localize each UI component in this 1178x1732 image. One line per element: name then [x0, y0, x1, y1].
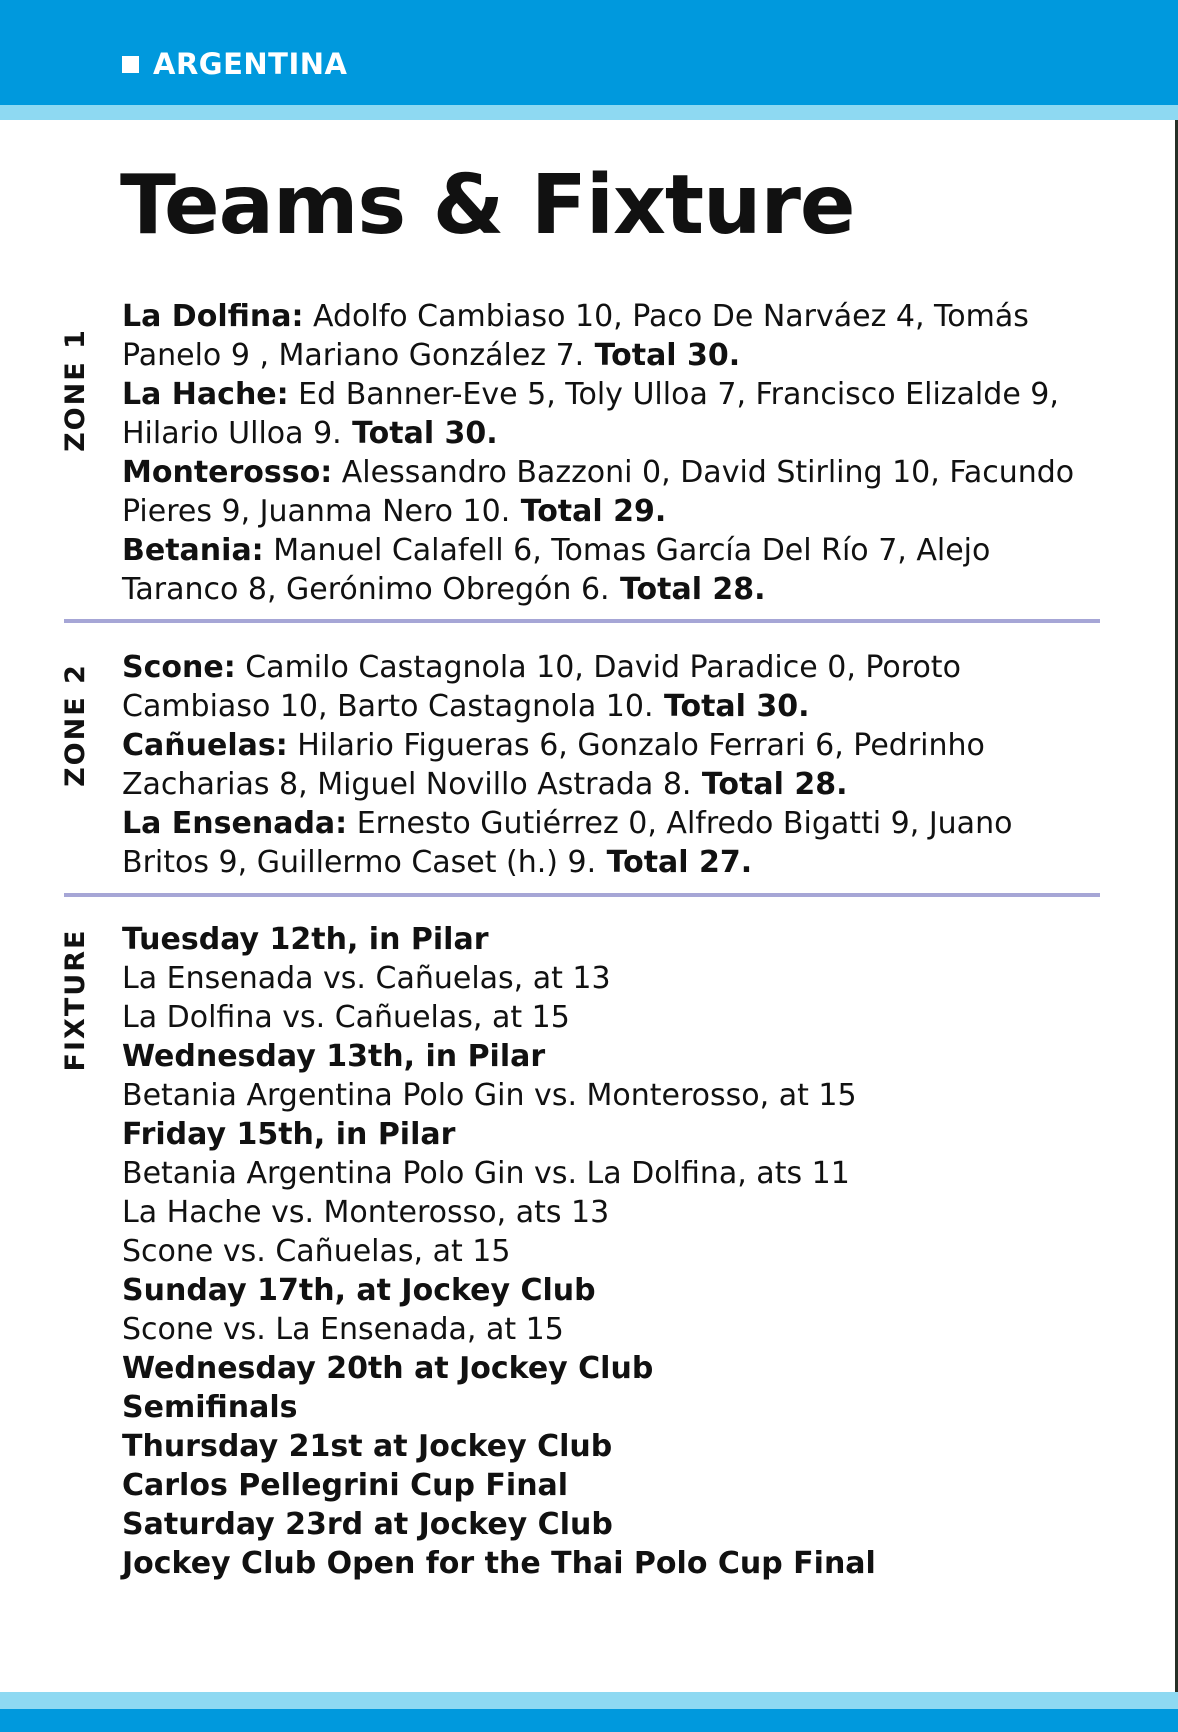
team-total: Total 30.: [341, 416, 498, 451]
team-entry: [122, 531, 1092, 609]
team-name: La Dolfina:: [122, 299, 304, 334]
team-players: Hilario Figueras 6, Gonzalo Ferrari 6, Pedrinho Zacharias 8, Miguel Novillo Astrada 8.: [122, 728, 985, 802]
section-label: ARGENTINA: [153, 47, 348, 81]
team-name: Scone:: [122, 650, 236, 685]
team-name: Cañuelas:: [122, 728, 288, 763]
fixture-day-heading: Wednesday 20th at Jockey Club: [122, 1351, 654, 1386]
team-players: Adolfo Cambiaso 10, Paco De Narváez 4, Tomás Panelo 9 , Mariano González 7.: [122, 299, 1029, 373]
zone-1-label: ZONE 1: [60, 328, 91, 452]
team-total: Total 30.: [653, 689, 810, 724]
team-players: Manuel Calafell 6, Tomas García Del Río 7, Alejo Taranco 8, Gerónimo Obregón 6.: [122, 533, 991, 607]
team-entry: [122, 453, 1092, 531]
fixture-day-heading: Sunday 17th, at Jockey Club: [122, 1273, 596, 1308]
team-entry: [122, 726, 1092, 804]
fixture-match: La Hache vs. Monterosso, ats 13: [122, 1195, 610, 1230]
team-name: Monterosso:: [122, 455, 333, 490]
team-entry: [122, 804, 1092, 882]
zone-2-teams: [122, 648, 1092, 882]
fixture-match: Scone vs. Cañuelas, at 15: [122, 1234, 511, 1269]
team-name: La Hache:: [122, 377, 289, 412]
footer-stripe: [0, 1692, 1178, 1709]
fixture-day-heading: Thursday 21st at Jockey Club: [122, 1429, 613, 1464]
team-entry: [122, 648, 1092, 726]
section-tag: [122, 47, 348, 81]
team-total: Total 30.: [584, 338, 741, 373]
fixture-match: Betania Argentina Polo Gin vs. Monterosso, at 15: [122, 1078, 857, 1113]
team-players: Camilo Castagnola 10, David Paradice 0, Poroto Cambiaso 10, Barto Castagnola 10.: [122, 650, 961, 724]
fixture-match: Scone vs. La Ensenada, at 15: [122, 1312, 564, 1347]
team-name: Betania:: [122, 533, 264, 568]
fixture-day-heading: Wednesday 13th, in Pilar: [122, 1039, 546, 1074]
fixture-match: La Dolfina vs. Cañuelas, at 15: [122, 1000, 570, 1035]
team-entry: [122, 297, 1092, 375]
zone-2-label: ZONE 2: [60, 663, 91, 787]
fixture-match: Betania Argentina Polo Gin vs. La Dolfina, ats 11: [122, 1156, 850, 1191]
fixture-day-heading: Jockey Club Open for the Thai Polo Cup Final: [122, 1546, 876, 1581]
fixture-day-heading: Carlos Pellegrini Cup Final: [122, 1468, 569, 1503]
fixture-day-heading: Tuesday 12th, in Pilar: [122, 922, 489, 957]
fixture-label: FIXTURE: [60, 928, 91, 1072]
fixture-day-heading: Friday 15th, in Pilar: [122, 1117, 456, 1152]
fixture-day-heading: Semifinals: [122, 1390, 298, 1425]
square-bullet-icon: [122, 56, 139, 73]
team-entry: [122, 375, 1092, 453]
team-total: Total 28.: [609, 572, 766, 607]
team-total: Total 27.: [596, 845, 753, 880]
team-players: Alessandro Bazzoni 0, David Stirling 10, Facundo Pieres 9, Juanma Nero 10.: [122, 455, 1075, 529]
team-total: Total 29.: [510, 494, 667, 529]
zone-divider: [64, 619, 1100, 623]
team-name: La Ensenada:: [122, 806, 348, 841]
fixture-match: La Ensenada vs. Cañuelas, at 13: [122, 961, 611, 996]
zone-1-teams: [122, 297, 1092, 609]
team-players: Ed Banner-Eve 5, Toly Ulloa 7, Francisco Elizalde 9, Hilario Ulloa 9.: [122, 377, 1059, 451]
page-title: Teams & Fixture: [120, 158, 855, 253]
zone-divider: [64, 893, 1100, 897]
team-players: Ernesto Gutiérrez 0, Alfredo Bigatti 9, Juano Britos 9, Guillermo Caset (h.) 9.: [122, 806, 1013, 880]
team-total: Total 28.: [691, 767, 848, 802]
footer-band: [0, 1709, 1178, 1732]
fixture-day-heading: Saturday 23rd at Jockey Club: [122, 1507, 613, 1542]
header-stripe: [0, 105, 1178, 120]
fixture-list: [122, 920, 1092, 1583]
